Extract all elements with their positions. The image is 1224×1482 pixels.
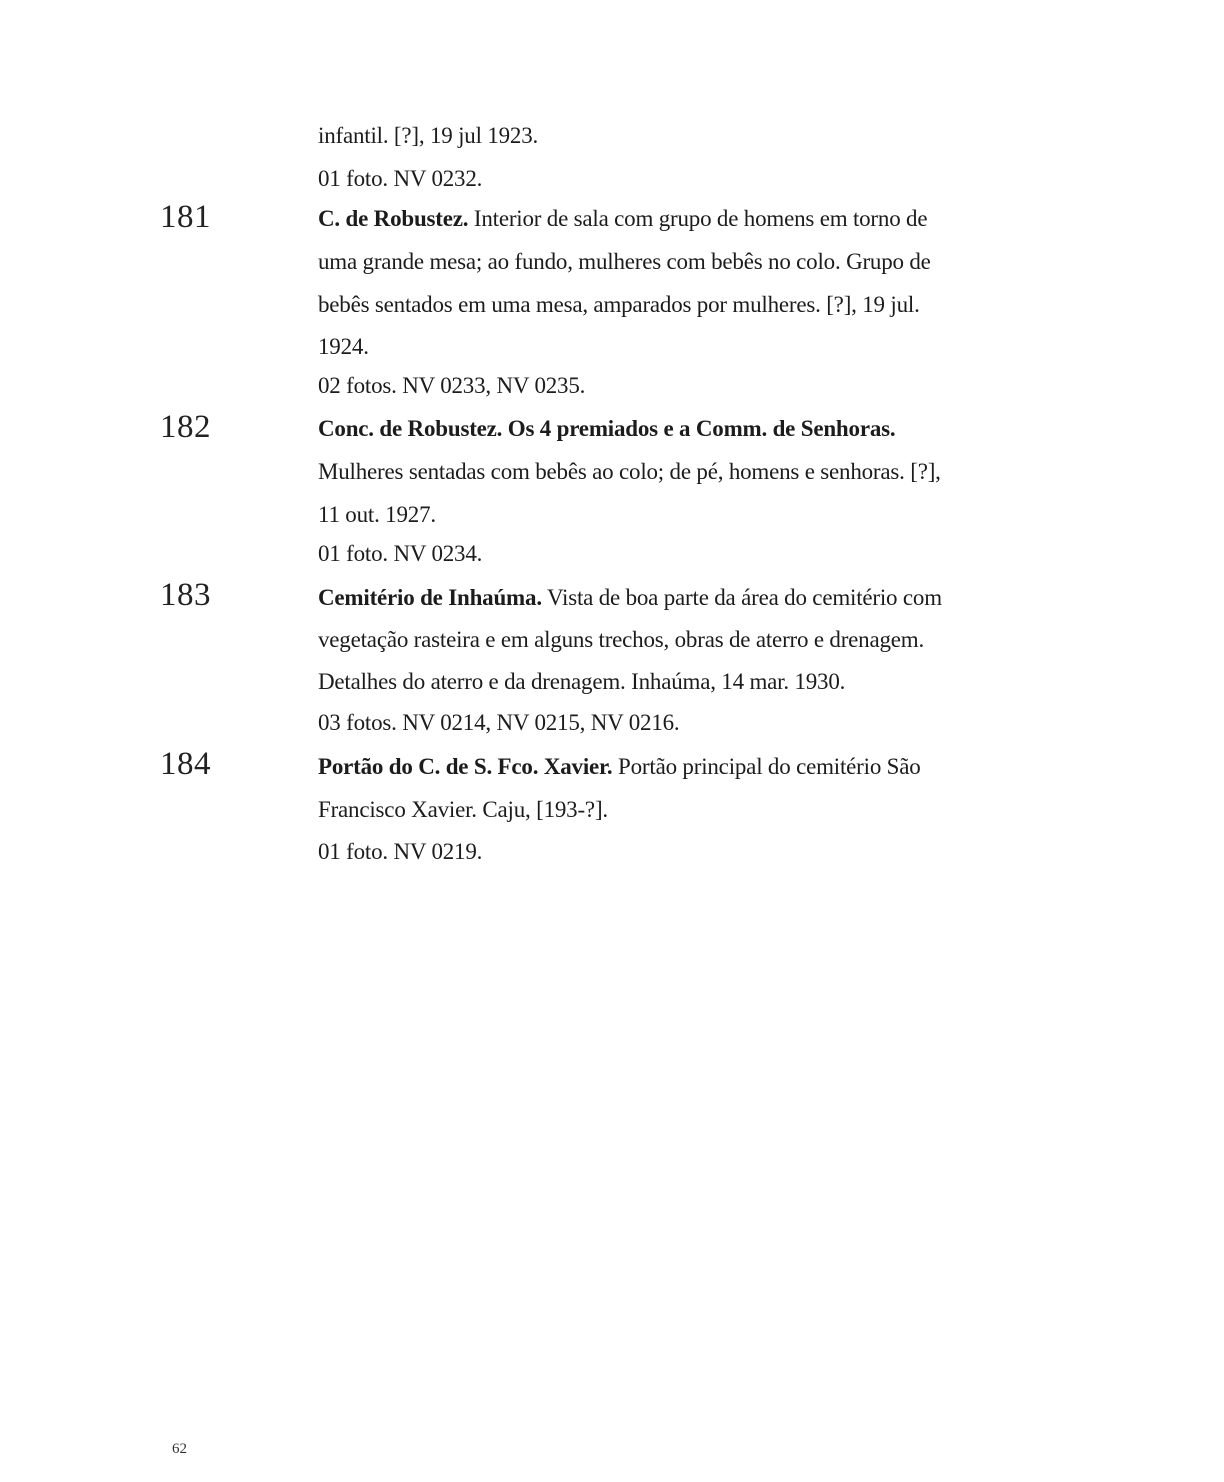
entry-182-line-1 [318,415,895,443]
entry-182-title: Conc. de Robustez. Os 4 premiados e a Comm. de Senhoras. [318,416,896,441]
entry-183-line-1 [318,584,942,612]
entry-183-line-2: vegetação rasteira e em alguns trechos, obras de aterro e drenagem. [318,627,925,652]
page-number: 62 [172,1441,187,1457]
entry-184-photos: 01 foto. NV 0219. [318,839,483,864]
entry-184-line-1-text: Portão principal do cemitério São [612,754,921,779]
entry-183-line-3: Detalhes do aterro e da drenagem. Inhaúma, 14 mar. 1930. [318,669,846,694]
entry-181-line-4: 1924. [318,334,369,359]
entry-184-line-1 [318,753,921,781]
entry-182-photos: 01 foto. NV 0234. [318,541,483,566]
entry-183-photos: 03 fotos. NV 0214, NV 0215, NV 0216. [318,710,680,735]
entry-number-181: 181 [160,199,211,235]
entry-181-title: C. de Robustez. [318,206,469,231]
entry-number-183: 183 [160,577,211,613]
carryover-line-1: infantil. [?], 19 jul 1923. [318,123,539,148]
entry-181-photos: 02 fotos. NV 0233, NV 0235. [318,373,586,398]
entry-181-line-1-text: Interior de sala com grupo de homens em torno de [468,206,928,231]
entry-181-line-3: bebês sentados em uma mesa, amparados por mulheres. [?], 19 jul. [318,292,920,317]
entry-183-title: Cemitério de Inhaúma. [318,585,542,610]
entry-184-title: Portão do C. de S. Fco. Xavier. [318,754,613,779]
entry-182-line-3: 11 out. 1927. [318,502,436,527]
entry-number-182: 182 [160,409,211,445]
entry-182-line-2: Mulheres sentadas com bebês ao colo; de pé, homens e senhoras. [?], [318,459,941,484]
entry-183-line-1-text: Vista de boa parte da área do cemitério com [541,585,942,610]
entry-181-line-1 [318,205,927,233]
entry-number-184: 184 [160,746,211,782]
entry-181-line-2: uma grande mesa; ao fundo, mulheres com bebês no colo. Grupo de [318,249,931,274]
entry-184-line-2: Francisco Xavier. Caju, [193-?]. [318,797,608,822]
carryover-line-2: 01 foto. NV 0232. [318,166,483,191]
